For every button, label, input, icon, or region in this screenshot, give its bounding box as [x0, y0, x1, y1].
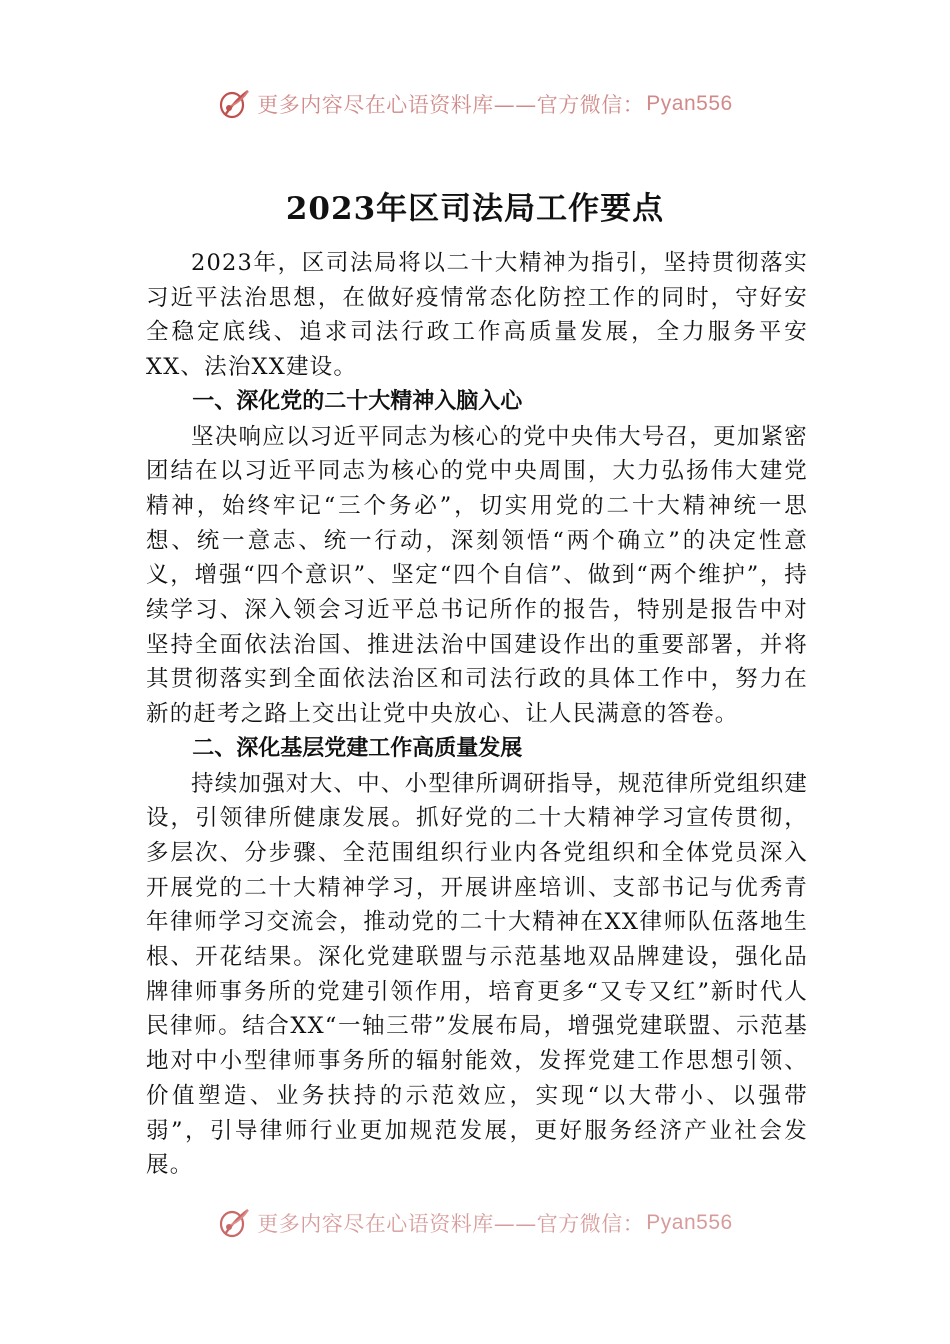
section-heading-2: 二、深化基层党建工作高质量发展	[192, 735, 523, 761]
document-body	[146, 246, 808, 1183]
page-title: 2023年区司法局工作要点	[285, 191, 665, 227]
watermark-text: 更多内容尽在心语资料库——官方微信：	[257, 1212, 645, 1236]
watermark-text: 更多内容尽在心语资料库——官方微信：	[257, 93, 645, 117]
feather-quill-logo-icon	[217, 87, 251, 121]
watermark-code: Pyan556	[646, 92, 733, 115]
watermark-footer	[0, 1206, 950, 1240]
section-heading-1: 一、深化党的二十大精神入脑入心	[192, 388, 523, 414]
section-body-1: 坚决响应以习近平同志为核心的党中央伟大号召，更加紧密团结在以习近平同志为核心的党中央周围，大力弘扬伟大建党精神，始终牢记“三个务必”，切实用党的二十大精神统一思想、统一意志、统一行动，深刻领悟“两个确立”的决定性意义，增强“四个意识”、坚定“四个自信”、做到“两个维护”，持续学习、深入领会习近平总书记所作的报告，特别是报告中对坚持全面依法治国、推进法治中国建设作出的重要部署，并将其贯彻落实到全面依法治区和司法行政的具体工作中，努力在新的赶考之路上交出让党中央放心、让人民满意的答卷。	[146, 423, 808, 728]
section-body-2: 持续加强对大、中、小型律所调研指导，规范律所党组织建设，引领律所健康发展。抓好党的二十大精神学习宣传贯彻，多层次、分步骤、全范围组织行业内各党组织和全体党员深入开展党的二十大精神学习，开展讲座培训、支部书记与优秀青年律师学习交流会，推动党的二十大精神在XX律师队伍落地生根、开花结果。深化党建联盟与示范基地双品牌建设，强化品牌律师事务所的党建引领作用，培育更多“又专又红”新时代人民律师。结合XX“一轴三带”发展布局，增强党建联盟、示范基地对中小型律师事务所的辐射能效，发挥党建工作思想引领、价值塑造、业务扶持的示范效应，实现“以大带小、以强带弱”，引导律师行业更加规范发展，更好服务经济产业社会发展。	[146, 770, 808, 1179]
watermark-code: Pyan556	[646, 1211, 733, 1234]
watermark-header	[0, 86, 950, 122]
feather-quill-logo-icon	[217, 1206, 251, 1240]
intro-paragraph: 2023年，区司法局将以二十大精神为指引，坚持贯彻落实习近平法治思想，在做好疫情常态化防控工作的同时，守好安全稳定底线、追求司法行政工作高质量发展，全力服务平安XX、法治XX建设。	[146, 250, 808, 381]
